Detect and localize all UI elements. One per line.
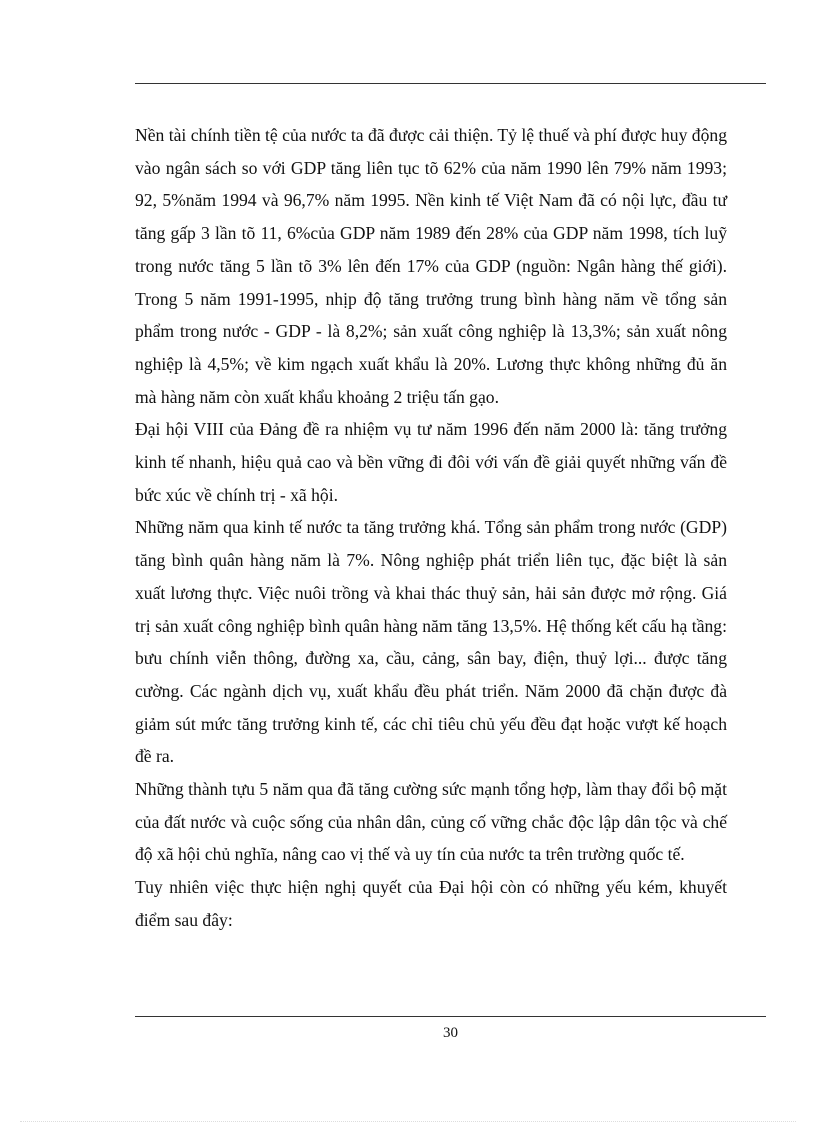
paragraph: Những thành tựu 5 năm qua đã tăng cường sức mạnh tổng hợp, làm thay đổi bộ mặt của đất nước và cuộc sống của nhân dân, củng cố vững chắc độc lập dân tộc và chế độ xã hội chủ nghĩa, nâng cao vị thế và uy tín của nước ta trên trường quốc tế. (135, 779, 727, 865)
paragraph: Đại hội VIII của Đảng đề ra nhiệm vụ tư năm 1996 đến năm 2000 là: tăng trưởng kinh tế nhanh, hiệu quả cao và bền vững đi đôi với vấn đề giải quyết những vấn đề bức xúc về chính trị - xã hội. (135, 419, 727, 505)
footer-rule (135, 1016, 766, 1017)
paragraph: Tuy nhiên việc thực hiện nghị quyết của Đại hội còn có những yếu kém, khuyết điểm sau đây: (135, 877, 727, 930)
header-rule (135, 83, 766, 84)
paragraph: Nền tài chính tiền tệ của nước ta đã được cải thiện. Tỷ lệ thuế và phí được huy động vào ngân sách so với GDP tăng liên tục tõ 62% của năm 1990 lên 79% năm 1993; 92, 5%năm 1994 và 96,7% năm 1995. Nền kinh tế Việt Nam đã có nội lực, đầu tư tăng gấp 3 lần tõ 11, 6%của GDP năm 1989 đến 28% của GDP năm 1998, tích luỹ trong nước tăng 5 lần tõ 3% lên đến 17% của GDP (nguồn: Ngân hàng thế giới). Trong 5 năm 1991-1995, nhịp độ tăng trưởng trung bình hàng năm về tổng sản phẩm trong nước - GDP - là 8,2%; sản xuất công nghiệp là 13,3%; sản xuất nông nghiệp là 4,5%; về kim ngạch xuất khẩu là 20%. Lương thực không những đủ ăn mà hàng năm còn xuất khẩu khoảng 2 triệu tấn gạo. (135, 125, 727, 407)
document-body (135, 119, 727, 937)
paragraph: Những năm qua kinh tế nước ta tăng trưởng khá. Tổng sản phẩm trong nước (GDP) tăng bình quân hàng năm là 7%. Nông nghiệp phát triển liên tục, đặc biệt là sản xuất lương thực. Việc nuôi trồng và khai thác thuỷ sản, hải sản được mở rộng. Giá trị sản xuất công nghiệp bình quân hàng năm tăng 13,5%. Hệ thống kết cấu hạ tầng: bưu chính viễn thông, đường xa, cầu, cảng, sân bay, điện, thuỷ lợi... được tăng cường. Các ngành dịch vụ, xuất khẩu đều phát triển. Năm 2000 đã chặn được đà giảm sút mức tăng trưởng kinh tế, các chỉ tiêu chủ yếu đều đạt hoặc vượt kế hoạch đề ra. (135, 517, 727, 767)
page-edge-divider (20, 1121, 796, 1122)
page-number: 30 (443, 1025, 458, 1041)
